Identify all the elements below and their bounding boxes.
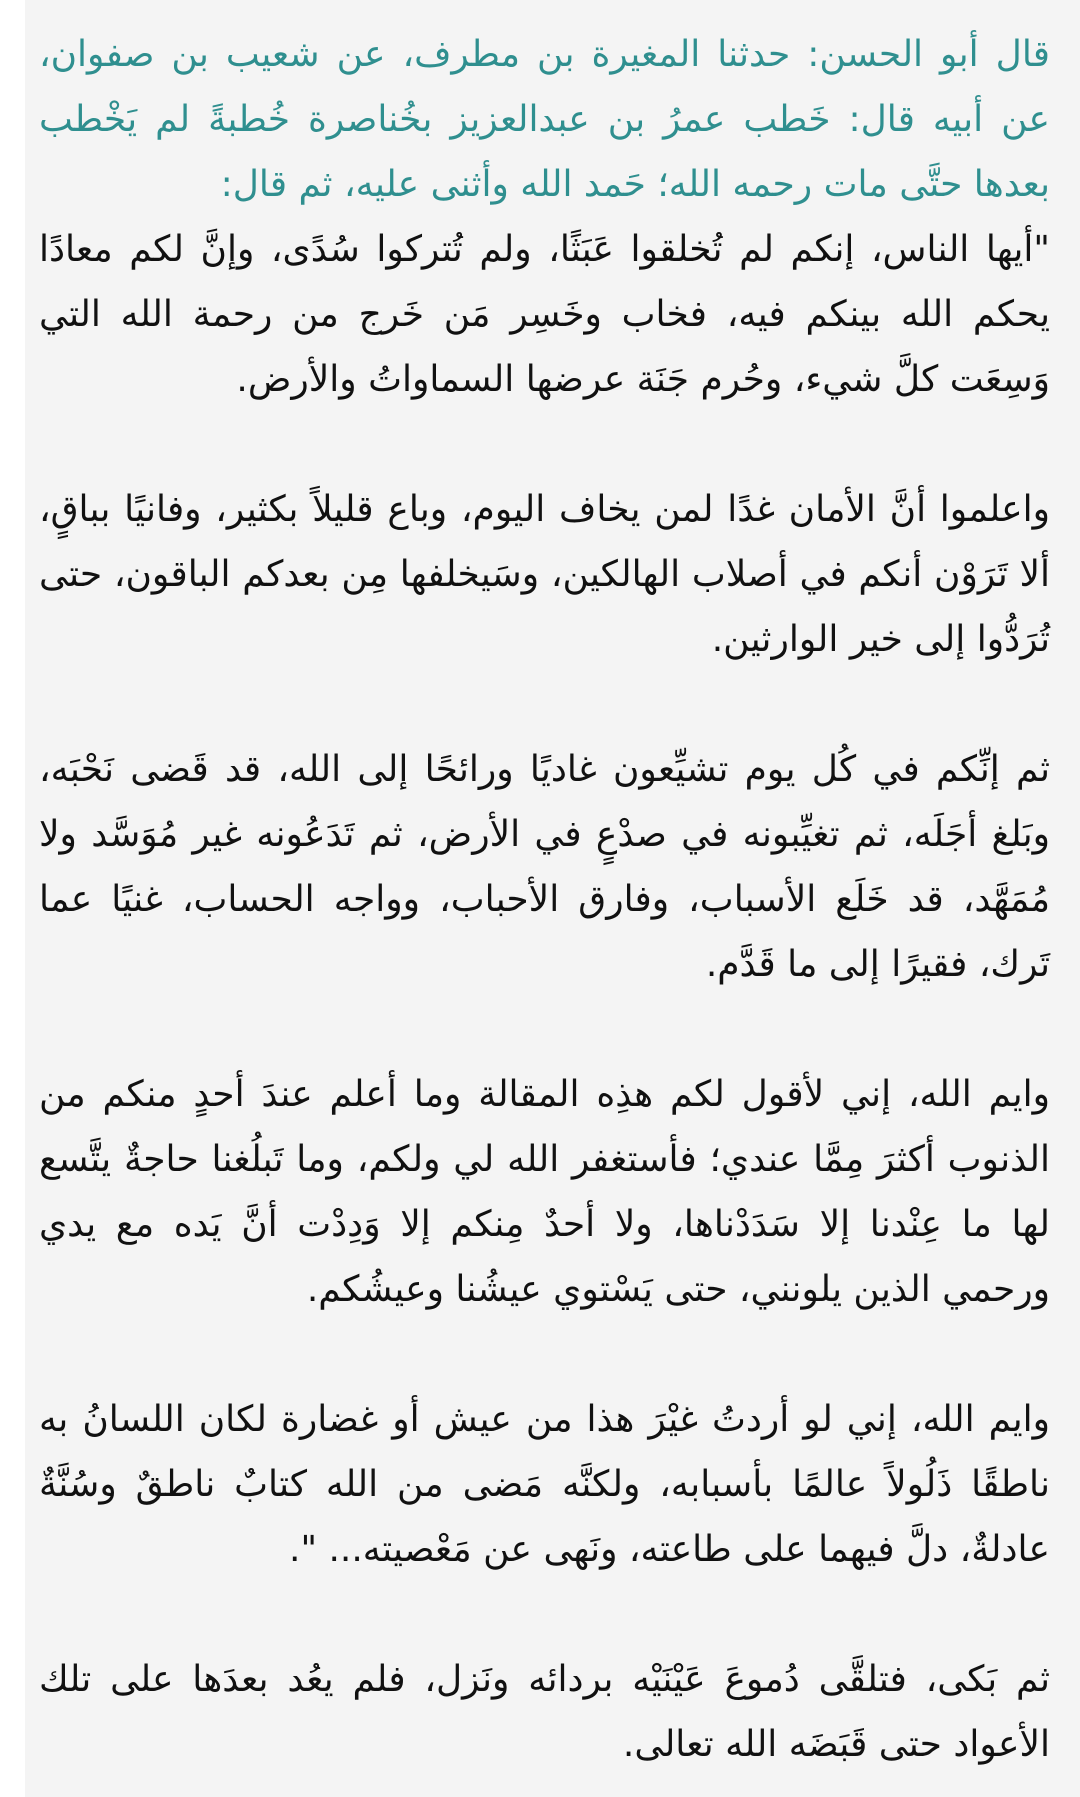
paragraph-gap [39, 672, 1050, 737]
closing-paragraph: ثم بَكى، فتلقَّى دُموعَ عَيْنَيْه بردائه ونَزل، فلم يعُد بعدَها على تلك الأعواد حتى قَبَضَه الله تعالى. [39, 1659, 1050, 1765]
isnad-intro: قال أبو الحسن: حدثنا المغيرة بن مطرف، عن شعيب بن صفوان، عن أبيه قال: خَطب عمرُ بن عبدالعزيز بخُناصرة خُطبةً لم يَخْطب بعدها حتَّى مات رحمه الله؛ حَمد الله وأثنى عليه، ثم قال: [39, 34, 1050, 205]
sermon-paragraph-3: ثم إنِّكم في كُل يوم تشيِّعون غاديًا ورائحًا إلى الله، قد قَضى نَحْبَه، وبَلغ أجَلَه، ثم تغيِّبونه في صدْعٍ في الأرض، ثم تَدَعُونه غير مُوَسَّد ولا مُمَهَّد، قد خَلَع الأسباب، وفارق الأحباب، وواجه الحساب، غنيًا عما تَرك، فقيرًا إلى ما قَدَّم. [39, 749, 1050, 985]
sermon-paragraph-5: وايم الله، إني لو أردتُ غيْرَ هذا من عيش أو غضارة لكان اللسانُ به ناطقًا ذَلُولاً عالمًا بأسبابه، ولكنَّه مَضى من الله كتابٌ ناطقٌ وسُنَّةٌ عادلةٌ، دلَّ فيهما على طاعته، ونَهى عن مَعْصيته... ". [39, 1399, 1050, 1570]
paragraph-gap [39, 997, 1050, 1062]
sermon-paragraph-2: واعلموا أنَّ الأمان غدًا لمن يخاف اليوم، وباع قليلاً بكثير، وفانيًا بباقٍ، ألا تَرَوْن أنكم في أصلاب الهالكين، وسَيخلفها مِن بعدكم الباقون، حتى تُرَدُّوا إلى خير الوارثين. [39, 489, 1050, 660]
sermon-paragraph-4: وايم الله، إني لأقول لكم هذِه المقالة وما أعلم عندَ أحدٍ منكم من الذنوب أكثرَ مِمَّا عندي؛ فأستغفر الله لي ولكم، وما تَبلُغنا حاجةٌ يتَّسع لها ما عِنْدنا إلا سَدَدْناها، ولا أحدٌ مِنكم إلا وَدِدْت أنَّ يَده مع يدي ورحمي الذين يلونني، حتى يَسْتوي عيشُنا وعيشُكم. [39, 1074, 1050, 1310]
paragraph-gap [39, 1582, 1050, 1647]
paragraph-gap [39, 412, 1050, 477]
document-page [25, 0, 1080, 1797]
sermon-paragraph-1: "أيها الناس، إنكم لم تُخلقوا عَبَثًا، ولم تُتركوا سُدًى، وإنَّ لكم معادًا يحكم الله بينكم فيه، فخاب وخَسِر مَن خَرج من رحمة الله التي وَسِعَت كلَّ شيء، وحُرم جَنَة عرضها السماواتُ والأرض. [39, 229, 1050, 400]
paragraph-gap [39, 1322, 1050, 1387]
